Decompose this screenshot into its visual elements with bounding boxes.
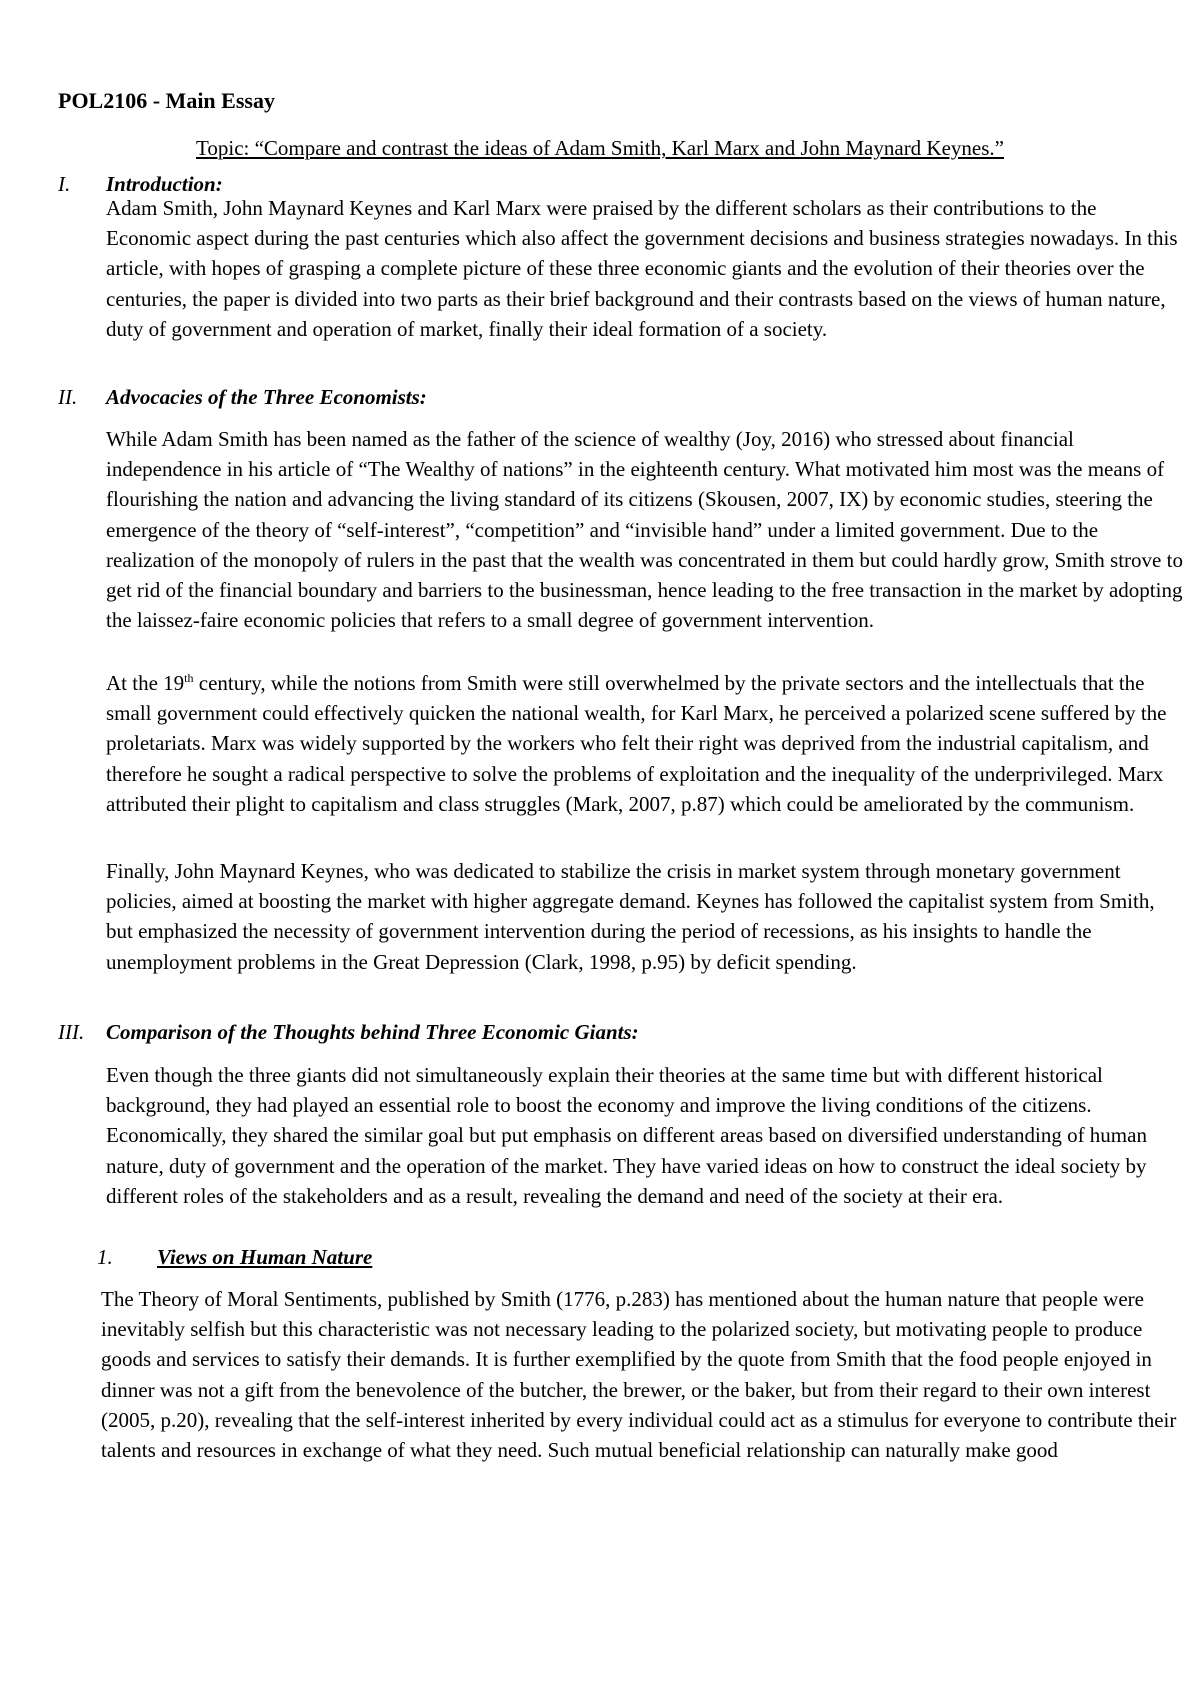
section-number: II.: [58, 385, 78, 409]
section-number: I.: [58, 172, 71, 196]
subsection-title: Views on Human Nature: [157, 1245, 373, 1269]
paragraph-adam-smith: While Adam Smith has been named as the father of the science of wealthy (Joy, 2016) who stressed about financial independence in his article of “The Wealthy of nations” in the eighteenth century. What motivated him most was the means of flourishing the nation and advancing the living standard of its citizens (Skousen, 2007, IX) by economic studies, steering the emergence of the theory of “self-interest”, “competition” and “invisible hand” under a limited government. Due to the realization of the monopoly of rulers in the past that the wealth was concentrated in them but could hardly grow, Smith strove to get rid of the financial boundary and barriers to the businessman, hence leading to the free transaction in the market by adopting the laissez-faire economic policies that refers to a small degree of government intervention.: [106, 427, 1183, 633]
paragraph-introduction: Adam Smith, John Maynard Keynes and Karl Marx were praised by the different scholars as their contributions to the Economic aspect during the past centuries which also affect the government decisions and business strategies nowadays. In this article, with hopes of grasping a complete picture of these three economic giants and the evolution of their theories over the centuries, the paper is divided into two parts as their brief background and their contrasts based on the views of human nature, duty of government and operation of market, finally their ideal formation of a society.: [106, 196, 1178, 341]
section-heading-advocacies: [58, 384, 427, 410]
essay-topic: [0, 135, 1200, 161]
subsection-number: 1.: [97, 1245, 113, 1269]
section-title: Comparison of the Thoughts behind Three Economic Giants:: [106, 1020, 639, 1044]
section-number: III.: [58, 1020, 85, 1044]
section-title: Advocacies of the Three Economists:: [106, 385, 427, 409]
paragraph-text-start: At the 19: [106, 671, 185, 695]
section-title: Introduction:: [106, 172, 223, 196]
section-heading-comparison: [58, 1019, 639, 1045]
paragraph-text-end: century, while the notions from Smith were still overwhelmed by the private sectors and the intellectuals that the small government could effectively quicken the national wealth, for Karl Marx, he perceived a polarized scene suffered by the proletariats. Marx was widely supported by the workers who felt their right was deprived from the industrial capitalism, and therefore he sought a radical perspective to solve the problems of exploitation and the inequality of the underprivileged. Marx attributed their plight to capitalism and class struggles (Mark, 2007, p.87) which could be ameliorated by the communism.: [106, 671, 1167, 816]
paragraph-keynes: Finally, John Maynard Keynes, who was dedicated to stabilize the crisis in market system through monetary government policies, aimed at boosting the market with higher aggregate demand. Keynes has followed the capitalist system from Smith, but emphasized the necessity of government intervention during the period of recessions, as his insights to handle the unemployment problems in the Great Depression (Clark, 1998, p.95) by deficit spending.: [106, 859, 1155, 974]
ordinal-suffix: th: [184, 671, 194, 685]
paragraph-comparison: Even though the three giants did not simultaneously explain their theories at the same time but with different historical background, they had played an essential role to boost the economy and improve the living conditions of the citizens. Economically, they shared the similar goal but put emphasis on different areas based on diversified understanding of human nature, duty of government and the operation of the market. They have varied ideas on how to construct the ideal society by different roles of the stakeholders and as a result, revealing the demand and need of the society at their era.: [106, 1063, 1147, 1208]
document-title: POL2106 - Main Essay: [58, 88, 275, 113]
subsection-heading-human-nature: [97, 1244, 372, 1270]
essay-topic-text: Topic: “Compare and contrast the ideas of Adam Smith, Karl Marx and John Maynard Keynes.”: [196, 136, 1004, 160]
paragraph-karl-marx: [106, 668, 1186, 819]
paragraph-human-nature: The Theory of Moral Sentiments, published by Smith (1776, p.283) has mentioned about the human nature that people were inevitably selfish but this characteristic was not necessary leading to the polarized society, but motivating people to produce goods and services to satisfy their demands. It is further exemplified by the quote from Smith that the food people enjoyed in dinner was not a gift from the benevolence of the butcher, the brewer, or the baker, but from their regard to their own interest (2005, p.20), revealing that the self-interest inherited by every individual could act as a stimulus for everyone to contribute their talents and resources in exchange of what they need. Such mutual beneficial relationship can naturally make good: [101, 1287, 1177, 1463]
